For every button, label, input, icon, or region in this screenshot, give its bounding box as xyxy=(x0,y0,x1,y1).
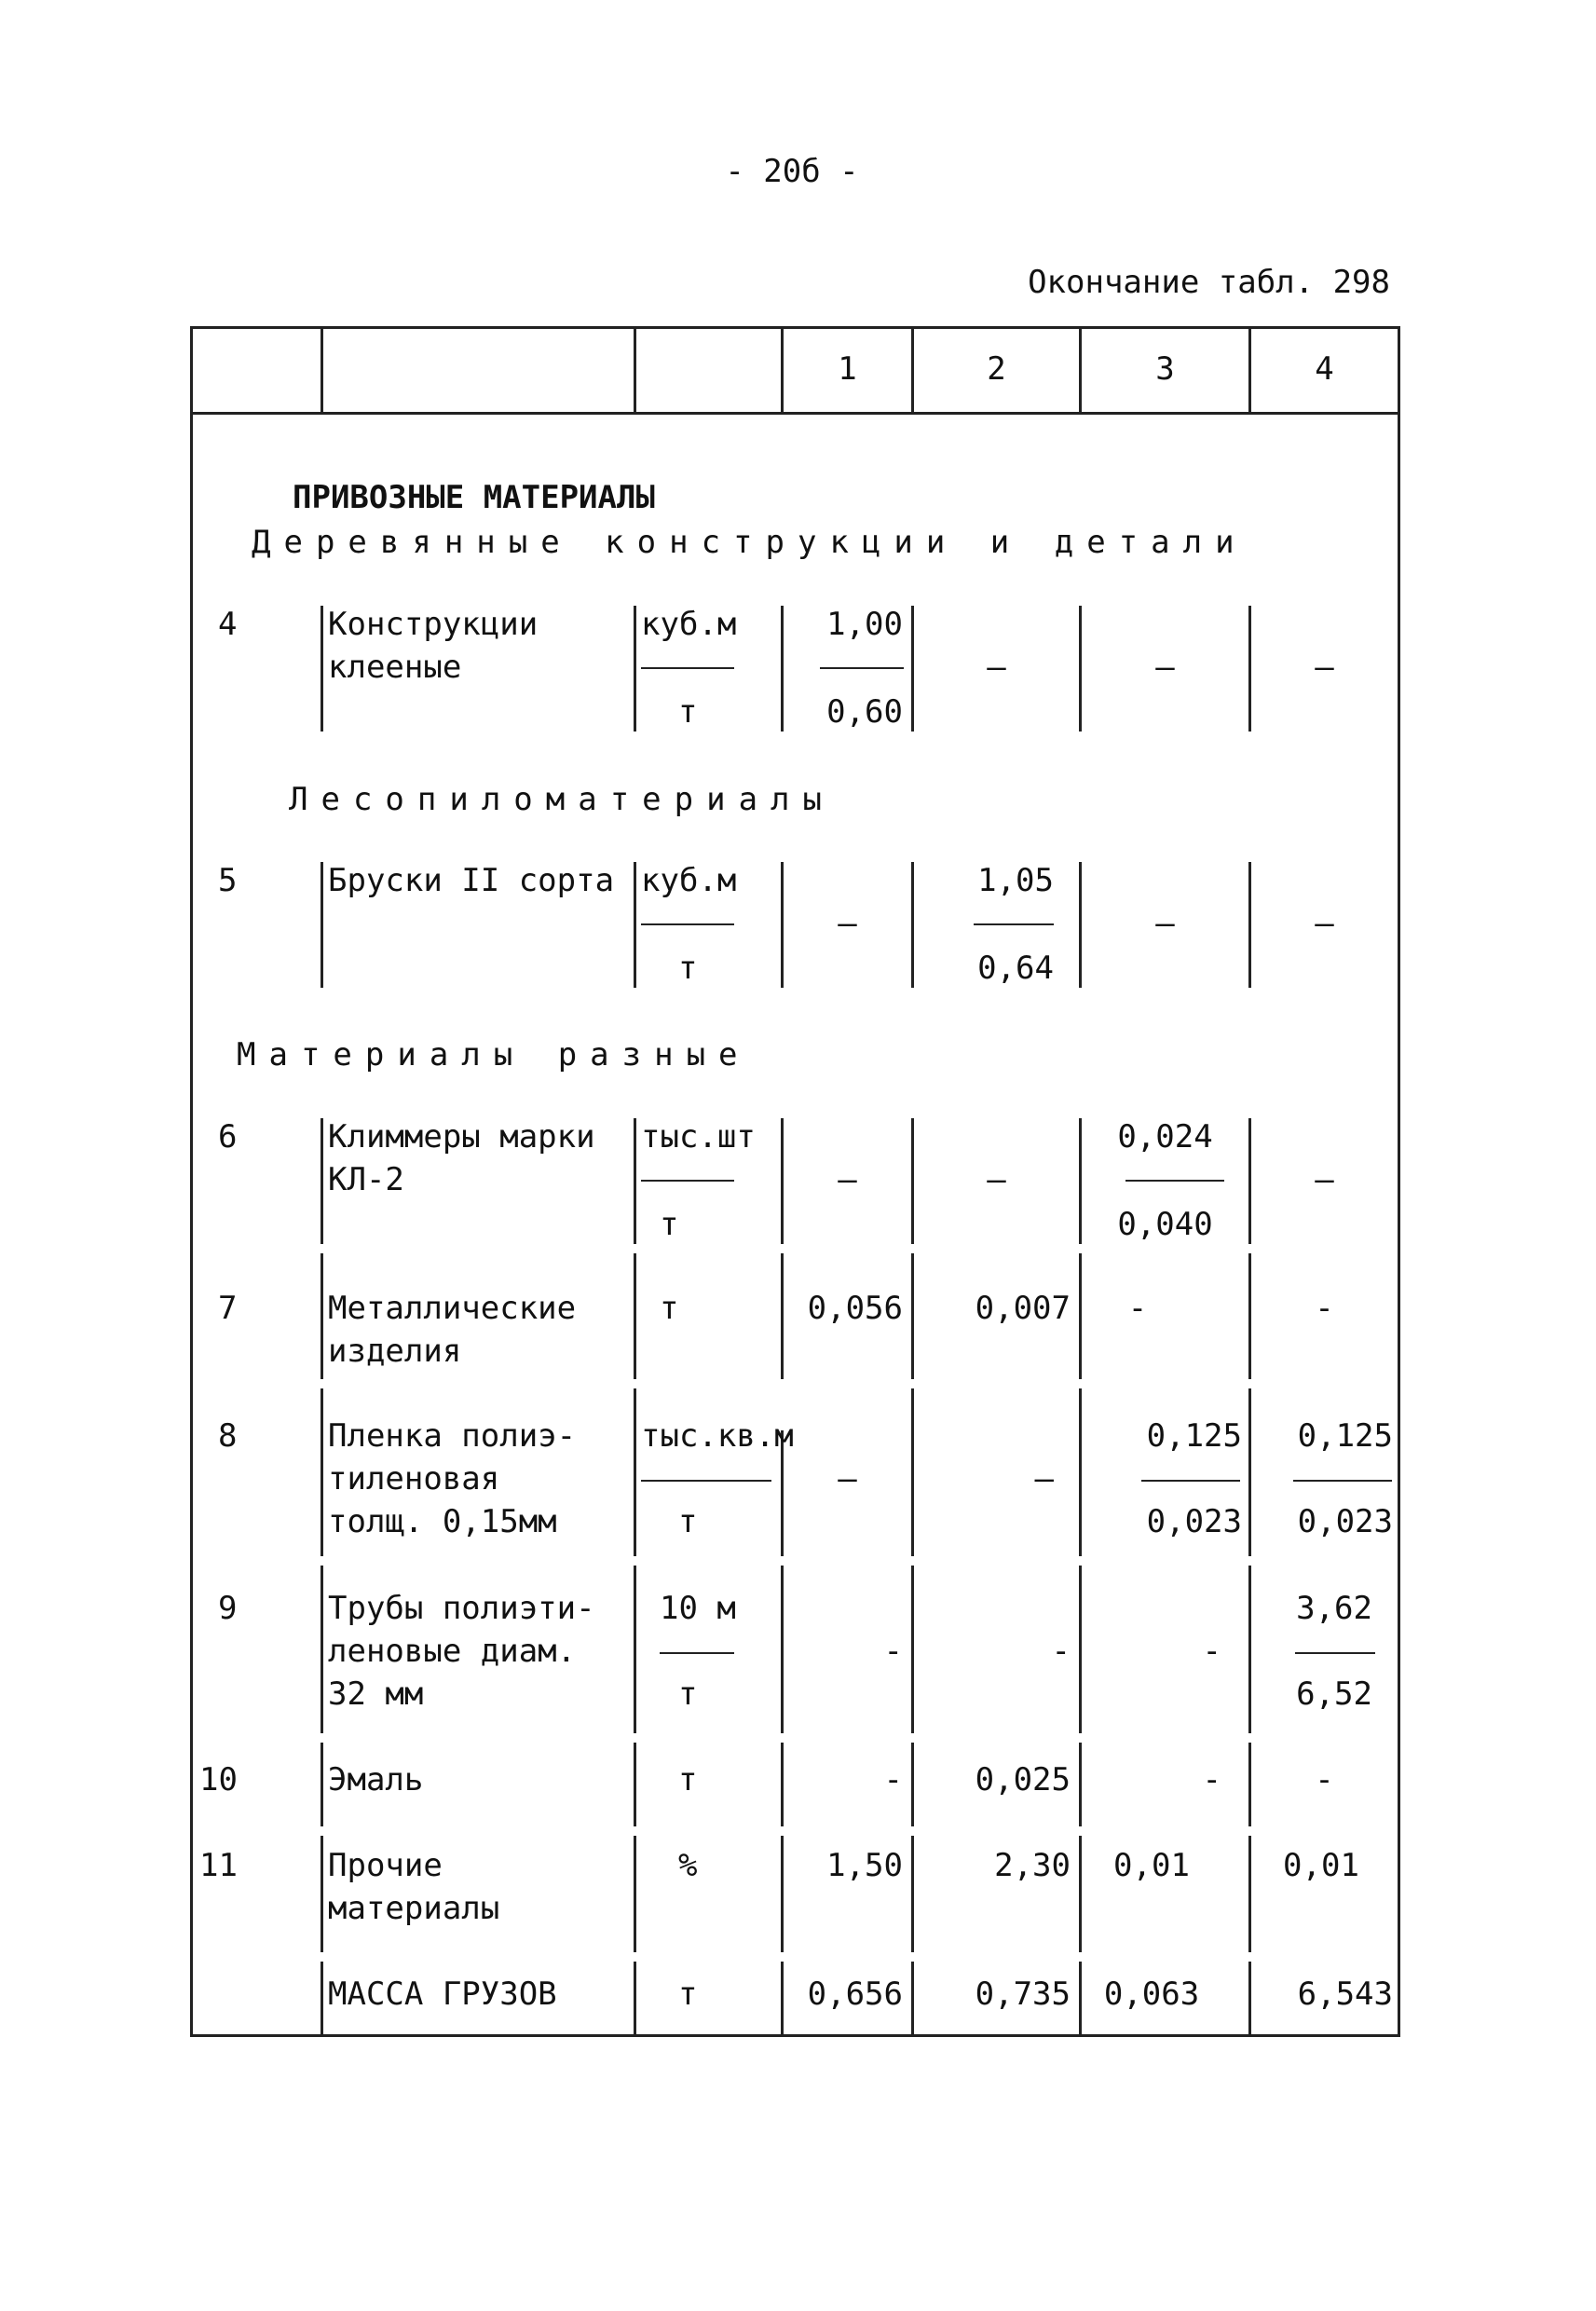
row-col-sep xyxy=(634,1743,636,1826)
value-fraction-bar xyxy=(1295,1652,1375,1654)
row-col-sep xyxy=(321,1566,323,1733)
cell-value-top: 0,125 xyxy=(1146,1417,1242,1455)
row-col-sep xyxy=(634,606,636,732)
cell-value: – xyxy=(1315,1161,1334,1198)
cell-value-bottom: 0,023 xyxy=(1146,1503,1242,1540)
cell-value-top: 0,125 xyxy=(1297,1417,1393,1455)
cell-value: - xyxy=(883,1761,903,1798)
value-fraction-bar xyxy=(1293,1480,1392,1482)
page-number: - 20б - xyxy=(725,153,859,190)
row-name-line: Прочие xyxy=(328,1847,443,1884)
cell-value-bottom: 6,52 xyxy=(1296,1675,1372,1713)
row-number: 5 xyxy=(218,862,238,899)
total-value: 0,735 xyxy=(975,1976,1071,2013)
group-heading: Материалы разные xyxy=(237,1036,751,1073)
value-fraction-bar xyxy=(1125,1180,1224,1182)
row-name-line: Конструкции xyxy=(328,606,539,643)
cell-value: 0,025 xyxy=(975,1761,1071,1798)
cell-value: – xyxy=(1155,905,1175,942)
table-left-border xyxy=(190,326,193,2037)
group-heading: Лесопиломатериалы xyxy=(289,781,835,818)
row-name-line: леновые диам. xyxy=(328,1633,577,1670)
row-col-sep xyxy=(321,1836,323,1952)
row-name-line: 32 мм xyxy=(328,1675,424,1713)
row-number: 11 xyxy=(199,1847,238,1884)
row-col-sep xyxy=(634,1388,636,1556)
unit-bottom: т xyxy=(660,1206,679,1243)
cell-value: – xyxy=(838,905,857,942)
row-col-sep xyxy=(321,862,323,988)
cell-value-bottom: 0,64 xyxy=(977,950,1054,987)
row-number: 8 xyxy=(218,1417,238,1455)
total-value: 0,656 xyxy=(807,1976,903,2013)
cell-value-bottom: 0,60 xyxy=(826,693,903,731)
cell-value: - xyxy=(1202,1633,1221,1670)
row-number: 6 xyxy=(218,1118,238,1156)
cell-value: – xyxy=(1034,1460,1054,1497)
cell-value-top: 0,024 xyxy=(1117,1118,1213,1156)
header-col-sep xyxy=(321,326,323,415)
value-fraction-bar xyxy=(974,923,1054,925)
unit-bottom: т xyxy=(678,1675,698,1713)
unit-fraction-bar xyxy=(641,923,734,925)
total-label: МАССА ГРУЗОВ xyxy=(328,1976,557,2013)
unit: т xyxy=(660,1290,679,1327)
cell-value: - xyxy=(1127,1290,1148,1327)
unit: % xyxy=(678,1847,698,1884)
row-number: 7 xyxy=(218,1290,238,1327)
cell-value: 0,01 xyxy=(1113,1847,1190,1884)
row-col-sep xyxy=(634,1566,636,1733)
row-name-line: изделия xyxy=(328,1333,462,1370)
unit-bottom: т xyxy=(678,693,698,731)
cell-value: - xyxy=(1315,1290,1334,1327)
unit: т xyxy=(678,1761,698,1798)
row-number: 4 xyxy=(218,606,238,643)
cell-value: – xyxy=(838,1460,857,1497)
table-bottom-border xyxy=(190,2034,1399,2037)
cell-value-top: 3,62 xyxy=(1296,1590,1372,1627)
unit-top: тыс.кв.м xyxy=(641,1417,794,1455)
section-title: ПРИВОЗНЫЕ МАТЕРИАЛЫ xyxy=(293,479,655,516)
total-unit: т xyxy=(678,1976,698,2013)
unit-top: тыс.шт xyxy=(641,1118,756,1156)
header-col-4: 4 xyxy=(1315,350,1334,388)
row-name-line: клееные xyxy=(328,649,462,686)
unit-fraction-bar xyxy=(641,1480,771,1482)
row-col-sep xyxy=(321,1962,323,2034)
cell-value: 0,056 xyxy=(807,1290,903,1327)
row-col-sep xyxy=(321,1743,323,1826)
table-caption: Окончание табл. 298 xyxy=(1028,264,1390,301)
table-header-divider xyxy=(190,412,1399,415)
unit-bottom: т xyxy=(678,1503,698,1540)
row-col-sep xyxy=(634,862,636,988)
cell-value: - xyxy=(1315,1761,1334,1798)
row-col-sep xyxy=(321,606,323,732)
table-top-border xyxy=(190,326,1399,329)
header-col-2: 2 xyxy=(987,350,1006,388)
row-col-sep xyxy=(634,1962,636,2034)
row-name-line: Металлические xyxy=(328,1290,577,1327)
cell-value-bottom: 0,040 xyxy=(1117,1206,1213,1243)
row-name-line: КЛ-2 xyxy=(328,1161,404,1198)
header-col-sep xyxy=(634,326,636,415)
cell-value: 0,007 xyxy=(975,1290,1071,1327)
row-name-line: Пленка полиэ- xyxy=(328,1417,577,1455)
row-number: 9 xyxy=(218,1590,238,1627)
cell-value: 1,50 xyxy=(826,1847,903,1884)
value-fraction-bar xyxy=(820,667,904,669)
cell-value: – xyxy=(838,1161,857,1198)
cell-value-bottom: 0,023 xyxy=(1297,1503,1393,1540)
cell-value: - xyxy=(1051,1633,1071,1670)
unit-top: 10 м xyxy=(660,1590,736,1627)
cell-value-top: 1,05 xyxy=(977,862,1054,899)
unit-top: куб.м xyxy=(641,606,737,643)
cell-value-top: 1,00 xyxy=(826,606,903,643)
row-name-line: толщ. 0,15мм xyxy=(328,1503,557,1540)
cell-value: 2,30 xyxy=(994,1847,1071,1884)
row-col-sep xyxy=(634,1836,636,1952)
row-col-sep xyxy=(321,1253,323,1379)
header-col-1: 1 xyxy=(838,350,857,388)
cell-value: – xyxy=(1315,649,1334,686)
unit-bottom: т xyxy=(678,950,698,987)
cell-value: – xyxy=(1315,905,1334,942)
row-name-line: Трубы полиэти- xyxy=(328,1590,595,1627)
row-col-sep xyxy=(321,1388,323,1556)
table-right-border xyxy=(1398,326,1400,2037)
total-value: 6,543 xyxy=(1297,1976,1393,2013)
row-col-sep xyxy=(634,1253,636,1379)
group-heading: Деревянные конструкции и детали xyxy=(252,524,1248,561)
row-name-line: Эмаль xyxy=(328,1761,424,1798)
cell-value: – xyxy=(1155,649,1175,686)
cell-value: - xyxy=(883,1633,903,1670)
total-value: 0,063 xyxy=(1103,1976,1200,2013)
row-number: 10 xyxy=(199,1761,238,1798)
cell-value: – xyxy=(987,649,1006,686)
cell-value: – xyxy=(987,1161,1006,1198)
value-fraction-bar xyxy=(1141,1480,1240,1482)
row-name-line: Бруски II сорта xyxy=(328,862,615,899)
cell-value: 0,01 xyxy=(1283,1847,1359,1884)
row-name-line: Климмеры марки xyxy=(328,1118,595,1156)
row-col-sep xyxy=(321,1118,323,1244)
unit-fraction-bar xyxy=(660,1652,734,1654)
unit-fraction-bar xyxy=(641,667,734,669)
row-name-line: материалы xyxy=(328,1890,500,1927)
unit-fraction-bar xyxy=(641,1180,734,1182)
header-col-3: 3 xyxy=(1155,350,1175,388)
unit-top: куб.м xyxy=(641,862,737,899)
cell-value: - xyxy=(1202,1761,1221,1798)
row-name-line: тиленовая xyxy=(328,1460,500,1497)
row-col-sep xyxy=(634,1118,636,1244)
